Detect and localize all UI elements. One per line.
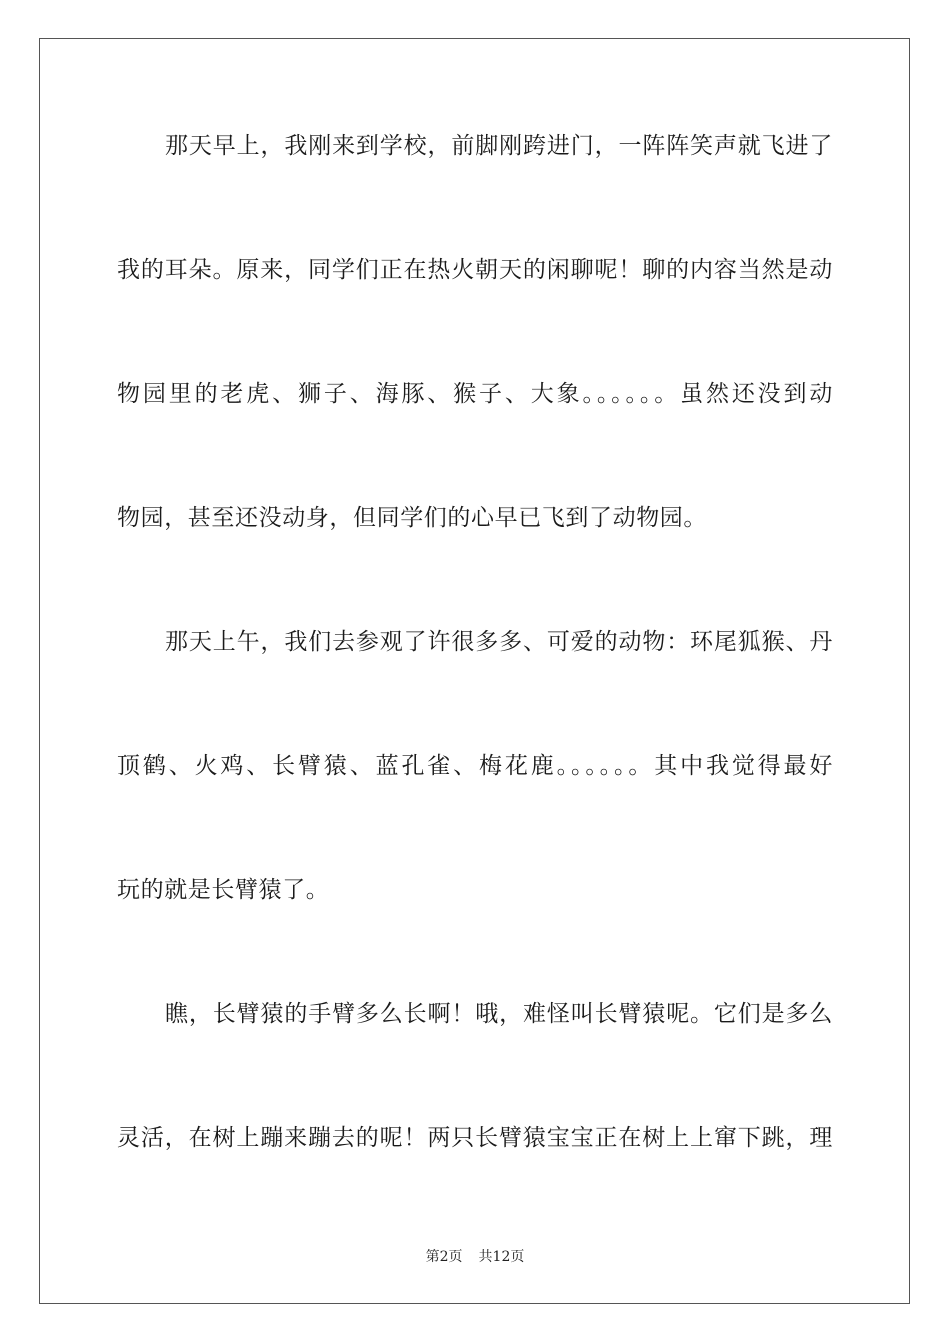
total-pages: 共12页: [478, 1249, 525, 1265]
text-line: 我的耳朵。原来，同学们正在热火朝天的闲聊呢！聊的内容当然是动: [117, 257, 833, 283]
text-line: 灵活，在树上蹦来蹦去的呢！两只长臂猿宝宝正在树上上窜下跳，理: [117, 1125, 833, 1151]
text-line: 顶鹤、火鸡、长臂猿、蓝孔雀、梅花鹿。。。。。。其中我觉得最好: [117, 753, 833, 779]
page-border: [39, 38, 910, 1304]
page-number: 第2页: [425, 1249, 463, 1265]
text-line: 瞧，长臂猿的手臂多么长啊！哦，难怪叫长臂猿呢。它们是多么: [165, 1001, 833, 1027]
text-line: 那天早上，我刚来到学校，前脚刚跨进门，一阵阵笑声就飞进了: [165, 133, 833, 159]
text-line: 玩的就是长臂猿了。: [117, 877, 330, 903]
text-line: 物园，甚至还没动身，但同学们的心早已飞到了动物园。: [117, 505, 707, 531]
text-line: 那天上午，我们去参观了许很多多、可爱的动物：环尾狐猴、丹: [165, 629, 833, 655]
text-line: 物园里的老虎、狮子、海豚、猴子、大象。。。。。。虽然还没到动: [117, 381, 833, 407]
page-footer: [0, 1246, 950, 1266]
